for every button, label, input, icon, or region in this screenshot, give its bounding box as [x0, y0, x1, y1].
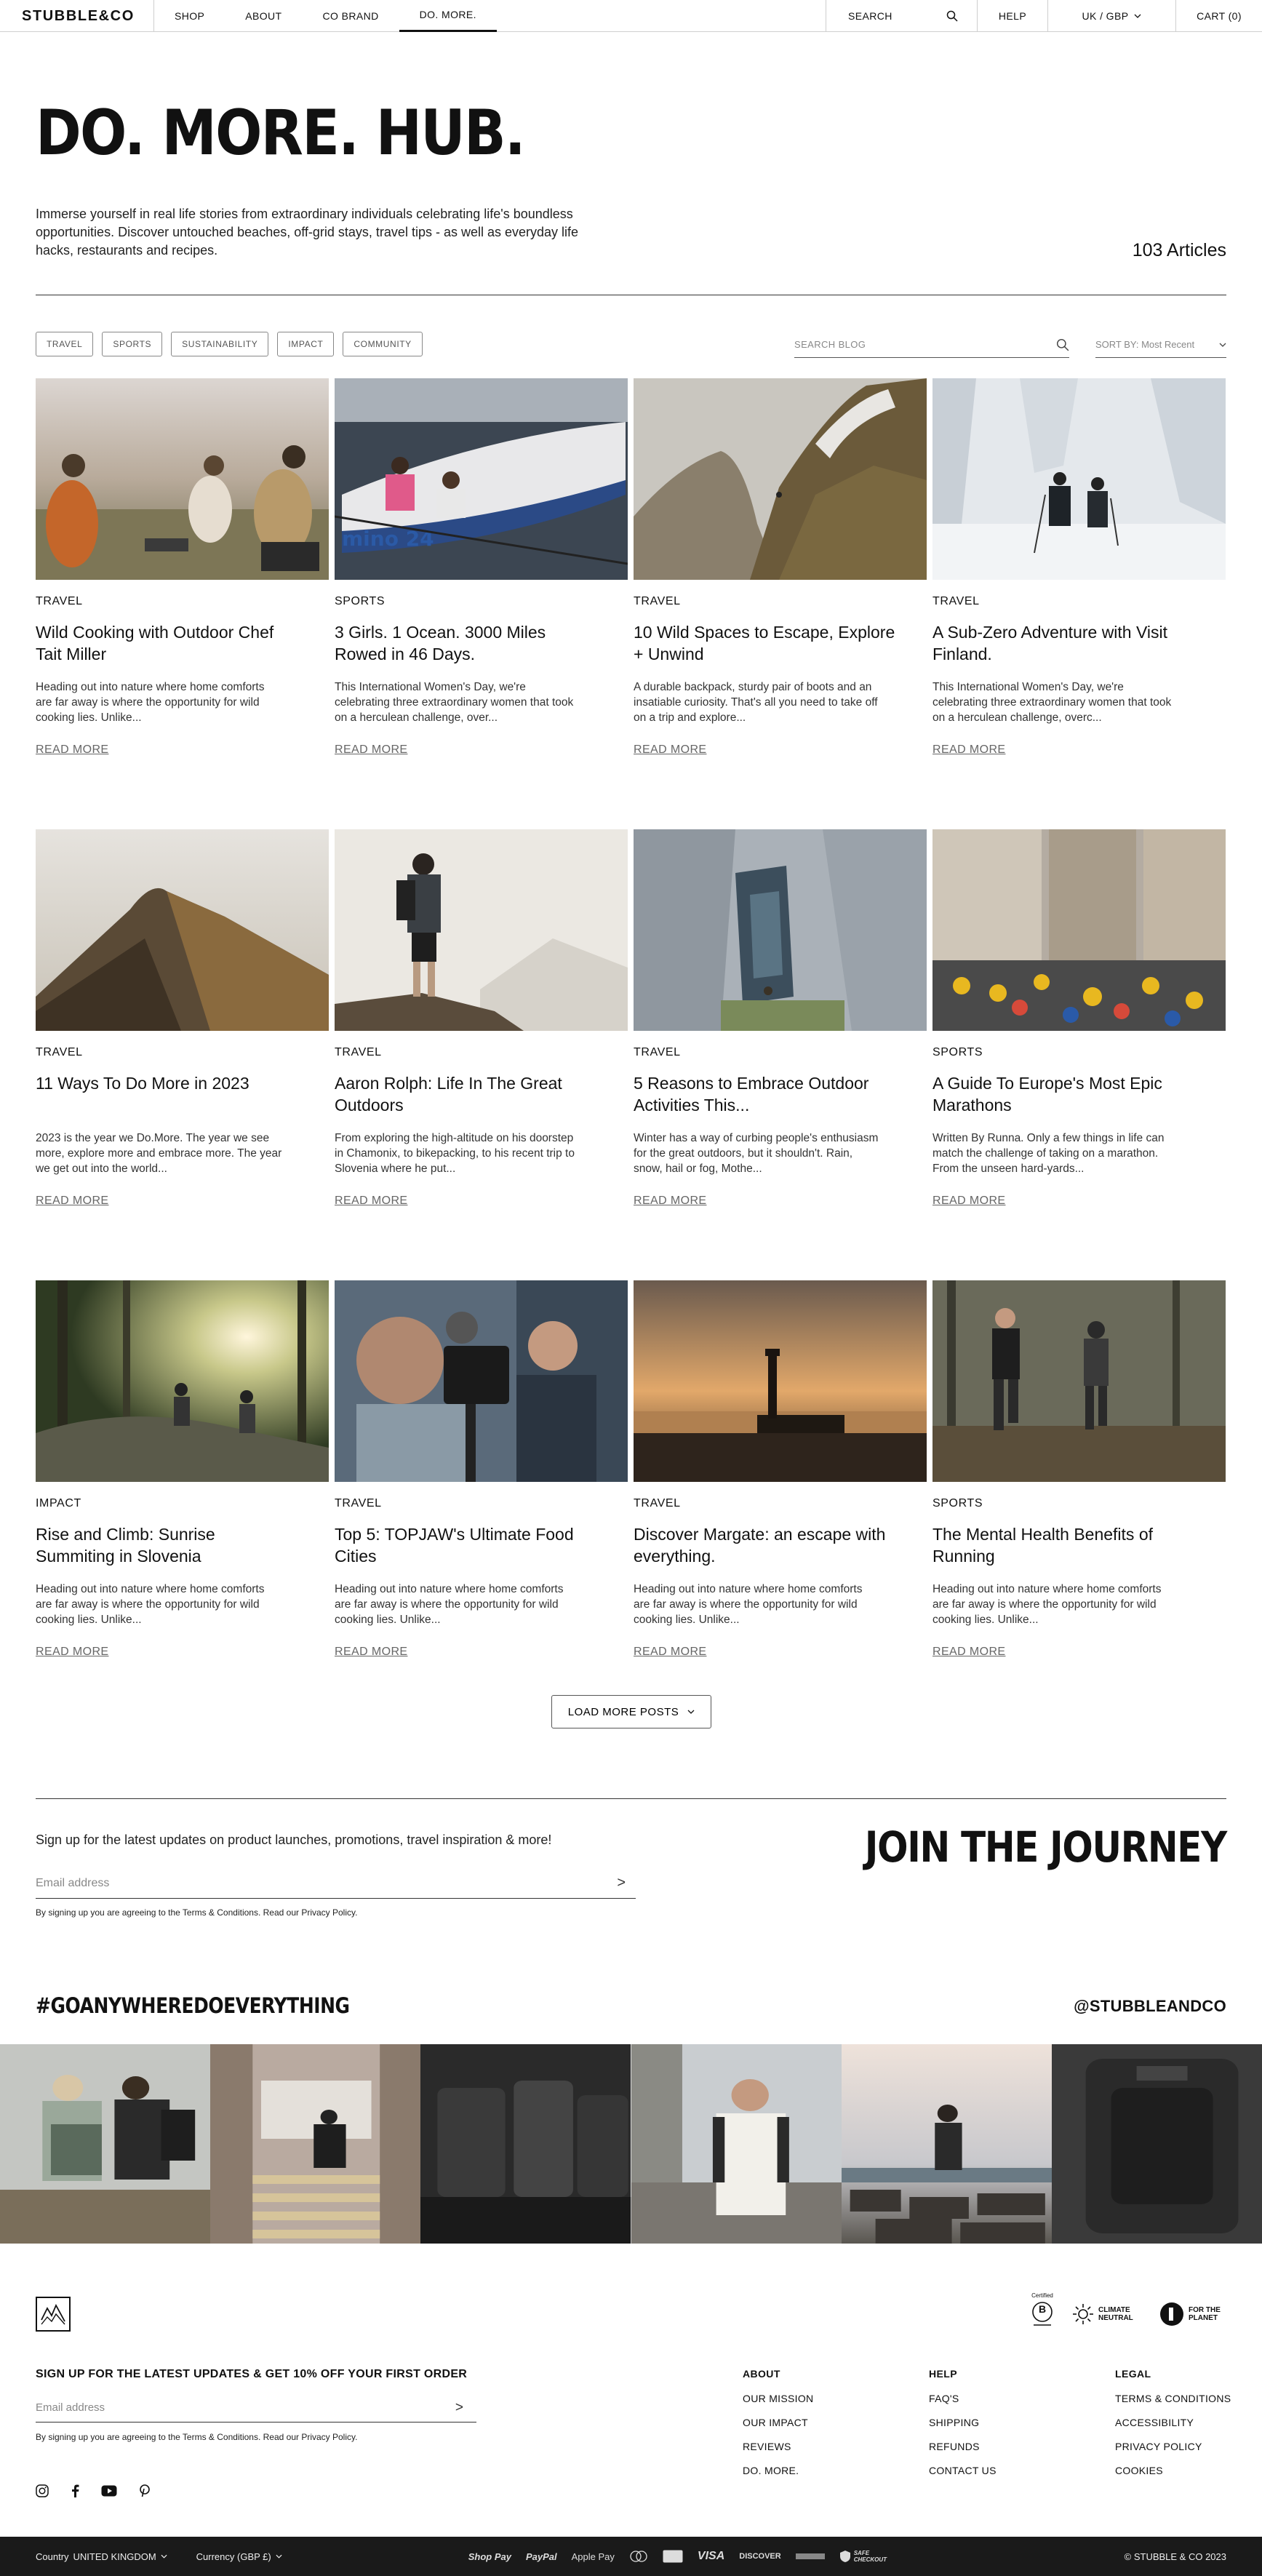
article-category: TRAVEL	[932, 595, 980, 607]
article-title[interactable]: Discover Margate: an escape with everything.	[634, 1525, 886, 1566]
footer-link[interactable]: OUR IMPACT	[743, 2417, 808, 2428]
article-category: TRAVEL	[634, 595, 681, 607]
nav-do-more[interactable]: DO. MORE.	[399, 0, 497, 32]
footer-link[interactable]: REVIEWS	[743, 2441, 791, 2452]
sort-label: SORT BY: Most Recent	[1095, 339, 1195, 350]
nav-co-brand[interactable]: CO BRAND	[322, 9, 379, 22]
article-image[interactable]	[634, 829, 927, 1031]
load-more-button[interactable]	[551, 1695, 711, 1728]
article-excerpt: A durable backpack, sturdy pair of boots and an insatiable curiosity. That's all you need to take off on a trip and explore...	[634, 681, 878, 724]
visa-icon: VISA	[697, 2550, 725, 2562]
category-filters	[36, 332, 423, 356]
read-more-link[interactable]: READ MORE	[36, 743, 109, 756]
blog-search-input[interactable]	[794, 332, 1069, 358]
footer-bottom-bar	[0, 2537, 1262, 2576]
instagram-icon[interactable]	[36, 2484, 49, 2497]
footer-terms-note: By signing up you are agreeing to the Terms & Conditions. Read our Privacy Policy.	[36, 2432, 358, 2442]
safe-checkout-text: SAFE CHECKOUT	[853, 2550, 887, 2563]
article-image[interactable]	[335, 1280, 628, 1482]
load-more-label: LOAD MORE POSTS	[567, 1705, 679, 1718]
instagram-photo[interactable]	[420, 2044, 631, 2244]
divider	[36, 1798, 1226, 1799]
search-label: SEARCH	[848, 10, 892, 22]
nav-shop[interactable]: SHOP	[175, 9, 205, 22]
chevron-down-icon	[276, 2554, 282, 2559]
article-title[interactable]: 10 Wild Spaces to Escape, Explore + Unwind	[634, 623, 895, 663]
article-title[interactable]: Wild Cooking with Outdoor Chef Tait Miller	[36, 623, 274, 663]
article-category: TRAVEL	[335, 1046, 382, 1058]
read-more-link[interactable]: READ MORE	[36, 1646, 109, 1658]
mastercard-icon	[629, 2551, 648, 2562]
diners-icon	[796, 2551, 825, 2561]
certification-badges	[1031, 2292, 1226, 2337]
currency-selector[interactable]	[196, 2551, 282, 2562]
pinterest-icon[interactable]	[139, 2484, 151, 2497]
article-title[interactable]: A Guide To Europe's Most Epic Marathons	[932, 1074, 1162, 1114]
footer-column-help	[929, 2368, 997, 2489]
footer-link[interactable]: FAQ'S	[929, 2393, 959, 2404]
bcorp-mark: B	[1038, 2303, 1047, 2315]
read-more-link[interactable]: READ MORE	[634, 1195, 707, 1207]
article-excerpt: Heading out into nature where home comforts are far away is where the opportunity for wild cooking lies. Unlike...	[932, 1583, 1162, 1626]
footer-link[interactable]: COOKIES	[1115, 2465, 1163, 2476]
article-excerpt: Heading out into nature where home comforts are far away is where the opportunity for wild cooking lies. Unlike...	[335, 1583, 564, 1626]
email-placeholder: Email address	[36, 1876, 110, 1889]
footer-column-heading: LEGAL	[1115, 2368, 1151, 2380]
footer-link[interactable]: TERMS & CONDITIONS	[1115, 2393, 1231, 2404]
shop-pay-icon: Shop Pay	[468, 2551, 511, 2562]
amex-icon	[663, 2550, 683, 2563]
chevron-down-icon	[1134, 14, 1141, 18]
article-title[interactable]: A Sub-Zero Adventure with Visit Finland.	[932, 623, 1168, 663]
article-excerpt: Heading out into nature where home comforts are far away is where the opportunity for wild cooking lies. Unlike...	[634, 1583, 863, 1626]
page-title: DO. MORE. HUB.	[36, 97, 524, 170]
mountain-logo-icon	[37, 2298, 69, 2330]
article-excerpt: Winter has a way of curbing people's enthusiasm for the great outdoors, but it shouldn't. Rain, snow, hail or fog, Mothe...	[634, 1132, 879, 1175]
article-category: TRAVEL	[634, 1497, 681, 1510]
bcorp-certified-text: Certified	[1031, 2292, 1053, 2299]
read-more-link[interactable]: READ MORE	[335, 1646, 408, 1658]
copyright: © STUBBLE & CO 2023	[1124, 2551, 1226, 2562]
instagram-photo[interactable]	[0, 2044, 210, 2244]
newsletter-terms-note: By signing up you are agreeing to the Terms & Conditions. Read our Privacy Policy.	[36, 1907, 358, 1918]
footer-column-legal	[1115, 2368, 1231, 2489]
article-title[interactable]: 11 Ways To Do More in 2023	[36, 1074, 249, 1093]
currency-label: Currency (GBP £)	[196, 2551, 271, 2562]
footer-link[interactable]: OUR MISSION	[743, 2393, 814, 2404]
instagram-photo[interactable]	[631, 2044, 842, 2244]
article-card[interactable]	[634, 829, 927, 1280]
article-card[interactable]	[335, 829, 628, 1280]
article-image[interactable]	[634, 1280, 927, 1482]
brand-logo[interactable]: STUBBLE&CO	[0, 0, 154, 32]
article-category: TRAVEL	[335, 1497, 382, 1510]
blog-search-placeholder: SEARCH BLOG	[794, 339, 866, 350]
main-nav	[154, 0, 497, 31]
article-title[interactable]: The Mental Health Benefits of Running	[932, 1525, 1153, 1566]
social-links	[36, 2484, 151, 2497]
article-excerpt: From exploring the high-altitude on his doorstep in Chamonix, to bikepacking, to his recent trip to Slovenia where he put...	[335, 1132, 575, 1175]
chevron-down-icon	[1219, 343, 1226, 347]
article-card[interactable]	[335, 378, 628, 829]
article-count: 103 Articles	[1132, 240, 1226, 260]
one-percent-badge	[1159, 2302, 1226, 2326]
article-excerpt: Heading out into nature where home comforts are far away is where the opportunity for wild cooking lies. Unlike...	[36, 681, 265, 724]
article-excerpt: This International Women's Day, we're celebrating three extraordinary women that took on a herculean challenge, overc...	[932, 681, 1172, 724]
article-excerpt: Heading out into nature where home comforts are far away is where the opportunity for wild cooking lies. Unlike...	[36, 1583, 265, 1626]
instagram-strip	[0, 2044, 1262, 2244]
submit-arrow-icon[interactable]: >	[617, 1875, 626, 1891]
country-label: Country	[36, 2551, 69, 2562]
article-image[interactable]	[36, 378, 329, 580]
country-value: UNITED KINGDOM	[73, 2551, 156, 2562]
article-category: TRAVEL	[634, 1046, 681, 1058]
footer-email-field[interactable]	[36, 2393, 476, 2423]
article-excerpt: 2023 is the year we Do.More. The year we see more, explore more and embrace more. The year we get out into the world...	[36, 1132, 282, 1175]
join-heading: JOIN THE JOURNEY	[864, 1822, 1226, 1872]
article-card[interactable]	[36, 829, 329, 1280]
facebook-icon[interactable]	[71, 2484, 79, 2497]
filter-impact[interactable]: IMPACT	[277, 332, 334, 356]
article-card[interactable]	[634, 378, 927, 829]
page-description: Immerse yourself in real life stories from extraordinary individuals celebrating life's boundless opportunities. Discover untouched beaches, off-grid stays, travel tips - as well as everyday life hacks, restaurants and recipes.	[36, 207, 579, 258]
article-image[interactable]	[335, 378, 628, 580]
article-excerpt: This International Women's Day, we're celebrating three extraordinary women that took on a herculean challenge, over...	[335, 681, 574, 724]
article-category: SPORTS	[335, 595, 386, 607]
site-header	[0, 0, 1262, 32]
filter-sports[interactable]: SPORTS	[102, 332, 162, 356]
footer-link[interactable]: DO. MORE.	[743, 2465, 799, 2476]
article-image[interactable]	[932, 829, 1226, 1031]
article-title[interactable]: Aaron Rolph: Life In The Great Outdoors	[335, 1074, 562, 1114]
article-image[interactable]	[36, 1280, 329, 1482]
cart-link[interactable]: CART (0)	[1175, 0, 1262, 32]
article-title[interactable]: 5 Reasons to Embrace Outdoor Activities This...	[634, 1074, 869, 1114]
article-image[interactable]	[932, 378, 1226, 580]
submit-arrow-icon[interactable]: >	[455, 2399, 463, 2415]
one-percent-icon	[1159, 2302, 1184, 2326]
article-card[interactable]	[932, 378, 1226, 829]
article-category: SPORTS	[932, 1497, 983, 1510]
footer-signup-heading: SIGN UP FOR THE LATEST UPDATES & GET 10% OFF YOUR FIRST ORDER	[36, 2368, 468, 2380]
footer-column-heading: ABOUT	[743, 2368, 780, 2380]
filter-travel[interactable]: TRAVEL	[36, 332, 93, 356]
locale-selector[interactable]	[1047, 0, 1175, 32]
discover-icon: DISCOVER	[739, 2552, 781, 2561]
climate-neutral-badge	[1072, 2303, 1141, 2325]
apple-pay-icon: Apple Pay	[571, 2551, 615, 2562]
article-card[interactable]	[634, 1280, 927, 1731]
article-excerpt: Written By Runna. Only a few things in life can match the challenge of taking on a marathon. From the unseen hard-yards...	[932, 1132, 1165, 1175]
article-title[interactable]: Rise and Climb: Sunrise Summiting in Slovenia	[36, 1525, 215, 1566]
help-link[interactable]: HELP	[977, 0, 1047, 32]
footer-column-about	[743, 2368, 813, 2489]
chevron-down-icon	[161, 2554, 167, 2559]
sort-dropdown[interactable]	[1095, 332, 1226, 358]
instagram-photo[interactable]	[210, 2044, 420, 2244]
newsletter-text: Sign up for the latest updates on product launches, promotions, travel inspiration & more!	[36, 1833, 552, 1847]
article-card[interactable]	[335, 1280, 628, 1731]
article-category: SPORTS	[932, 1046, 983, 1058]
article-image[interactable]	[36, 829, 329, 1031]
for-the-planet-text: FOR THE PLANET	[1189, 2306, 1221, 2322]
read-more-link[interactable]: READ MORE	[36, 1195, 109, 1207]
instagram-handle[interactable]: @STUBBLEANDCO	[1074, 1997, 1226, 2015]
article-category: TRAVEL	[36, 1046, 83, 1058]
filter-sustainability[interactable]: SUSTAINABILITY	[171, 332, 268, 356]
read-more-link[interactable]: READ MORE	[634, 1646, 707, 1658]
newsletter-email-field[interactable]	[36, 1868, 636, 1899]
read-more-link[interactable]: READ MORE	[932, 1646, 1006, 1658]
footer-logo[interactable]	[36, 2297, 71, 2332]
nav-about[interactable]: ABOUT	[245, 9, 282, 22]
article-image[interactable]	[932, 1280, 1226, 1482]
read-more-link[interactable]: READ MORE	[335, 1195, 408, 1207]
header-search[interactable]	[826, 0, 977, 32]
article-category: TRAVEL	[36, 595, 83, 607]
sun-icon	[1072, 2303, 1094, 2325]
article-image[interactable]	[634, 378, 927, 580]
instagram-photo[interactable]	[1052, 2044, 1262, 2244]
climate-neutral-text: CLIMATE NEUTRAL	[1098, 2306, 1133, 2322]
article-title[interactable]: 3 Girls. 1 Ocean. 3000 Miles Rowed in 46 Days.	[335, 623, 546, 663]
instagram-photo[interactable]	[842, 2044, 1052, 2244]
footer-link[interactable]: REFUNDS	[929, 2441, 980, 2452]
footer-link[interactable]: SHIPPING	[929, 2417, 980, 2428]
article-card[interactable]	[932, 829, 1226, 1280]
payment-methods	[468, 2550, 886, 2563]
paypal-icon: PayPal	[525, 2551, 557, 2562]
hashtag-heading: #GOANYWHEREDOEVERYTHING	[36, 1993, 350, 2018]
youtube-icon[interactable]	[101, 2485, 117, 2497]
email-placeholder: Email address	[36, 2401, 105, 2414]
article-card[interactable]	[36, 378, 329, 829]
chevron-down-icon	[687, 1710, 695, 1714]
article-card[interactable]	[36, 1280, 329, 1731]
search-icon	[946, 10, 958, 22]
filter-community[interactable]: COMMUNITY	[343, 332, 422, 356]
article-image[interactable]	[335, 829, 628, 1031]
footer-link[interactable]: CONTACT US	[929, 2465, 997, 2476]
read-more-link[interactable]: READ MORE	[335, 743, 408, 756]
footer-column-heading: HELP	[929, 2368, 957, 2380]
read-more-link[interactable]: READ MORE	[932, 743, 1006, 756]
read-more-link[interactable]: READ MORE	[932, 1195, 1006, 1207]
article-card[interactable]	[932, 1280, 1226, 1731]
svg-text:mino 24: mino 24	[342, 527, 434, 551]
locale-label: UK / GBP	[1082, 10, 1129, 22]
search-icon[interactable]	[1056, 338, 1069, 351]
article-grid	[36, 378, 1226, 1731]
footer-link[interactable]: ACCESSIBILITY	[1115, 2417, 1194, 2428]
article-title[interactable]: Top 5: TOPJAW's Ultimate Food Cities	[335, 1525, 574, 1566]
bcorp-badge	[1031, 2292, 1053, 2337]
read-more-link[interactable]: READ MORE	[634, 743, 707, 756]
footer-link[interactable]: PRIVACY POLICY	[1115, 2441, 1202, 2452]
safe-checkout-icon	[839, 2550, 886, 2563]
article-category: IMPACT	[36, 1497, 81, 1510]
country-selector[interactable]	[36, 2551, 167, 2562]
